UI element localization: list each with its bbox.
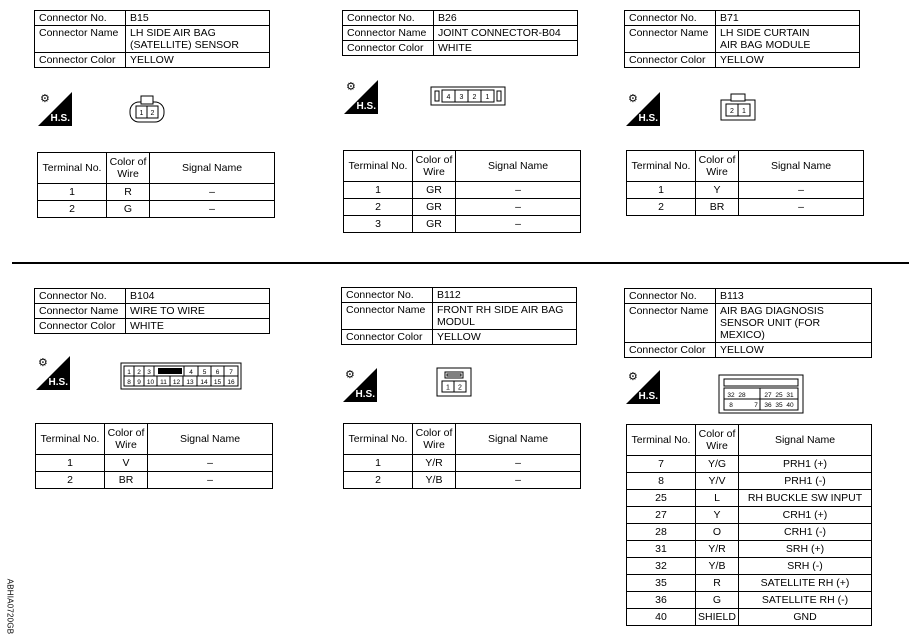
color-header: Color of Wire bbox=[696, 425, 739, 456]
connector-b71-info bbox=[624, 10, 860, 68]
pin-label: 5 bbox=[202, 369, 207, 376]
table-row: 3 GR – bbox=[344, 216, 581, 233]
pin-label: 1 bbox=[127, 369, 131, 376]
table-row: 1 Y – bbox=[627, 182, 864, 199]
connector-no-label: Connector No. bbox=[625, 289, 716, 304]
pin-label: 8 bbox=[729, 402, 733, 409]
terminal-table-b15 bbox=[37, 152, 275, 218]
table-row: 8 Y/V PRH1 (-) bbox=[627, 473, 872, 490]
signal-header: Signal Name bbox=[148, 424, 273, 455]
hs-label: H.S. bbox=[638, 113, 658, 124]
pin-label: 4 bbox=[446, 94, 451, 101]
pin-label: 7 bbox=[229, 369, 233, 376]
hs-icon bbox=[626, 92, 660, 126]
table-row: 1 V – bbox=[36, 455, 273, 472]
connector-name-label: Connector Name bbox=[625, 304, 716, 343]
hs-label: H.S. bbox=[50, 113, 70, 124]
connector-no-value: B113 bbox=[716, 289, 872, 304]
terminal-table-b71 bbox=[626, 150, 864, 216]
signal-header: Signal Name bbox=[739, 425, 872, 456]
connector-b15-info bbox=[34, 10, 270, 68]
table-row: 2 BR – bbox=[627, 199, 864, 216]
pin-label: 6 bbox=[215, 369, 220, 376]
hs-icon bbox=[38, 92, 72, 126]
connector-b26-face bbox=[430, 86, 506, 106]
hs-label: H.S. bbox=[355, 389, 375, 400]
hs-label: H.S. bbox=[48, 377, 68, 388]
table-row: 2 G – bbox=[38, 201, 275, 218]
connector-name-label: Connector Name bbox=[625, 26, 716, 53]
pin-label: 11 bbox=[160, 379, 167, 386]
connector-name-value: LH SIDE AIR BAG (SATELLITE) SENSOR bbox=[126, 26, 270, 53]
pin-label: 27 bbox=[764, 392, 772, 399]
terminal-no-header: Terminal No. bbox=[344, 424, 413, 455]
connector-no-label: Connector No. bbox=[35, 11, 126, 26]
pin-label: 2 bbox=[137, 369, 141, 376]
connector-b26-info bbox=[342, 10, 578, 56]
table-row: 25 L RH BUCKLE SW INPUT bbox=[627, 490, 872, 507]
gear-icon: ⚙ bbox=[628, 93, 638, 105]
table-row: 35 R SATELLITE RH (+) bbox=[627, 575, 872, 592]
gear-icon: ⚙ bbox=[38, 357, 48, 369]
table-row: 1 Y/R – bbox=[344, 455, 581, 472]
connector-no-label: Connector No. bbox=[342, 288, 433, 303]
connector-no-label: Connector No. bbox=[625, 11, 716, 26]
pin-label: 25 bbox=[775, 392, 783, 399]
table-row: 40 SHIELD GND bbox=[627, 609, 872, 626]
connector-color-label: Connector Color bbox=[625, 343, 716, 358]
table-row: 7 Y/G PRH1 (+) bbox=[627, 456, 872, 473]
connector-color-value: YELLOW bbox=[126, 53, 270, 68]
connector-b104-info bbox=[34, 288, 270, 334]
connector-no-value: B112 bbox=[433, 288, 577, 303]
connector-color-label: Connector Color bbox=[35, 319, 126, 334]
table-row: 2 GR – bbox=[344, 199, 581, 216]
table-row: 36 G SATELLITE RH (-) bbox=[627, 592, 872, 609]
connector-color-value: WHITE bbox=[126, 319, 270, 334]
pin-label: 1 bbox=[446, 384, 450, 392]
terminal-no-header: Terminal No. bbox=[344, 151, 413, 182]
pin-label: 35 bbox=[775, 402, 783, 409]
connector-b15-face bbox=[128, 94, 168, 126]
table-row: 32 Y/B SRH (-) bbox=[627, 558, 872, 575]
pin-label: 7 bbox=[754, 402, 758, 409]
connector-no-label: Connector No. bbox=[35, 289, 126, 304]
terminal-table-b104 bbox=[35, 423, 273, 489]
connector-no-value: B71 bbox=[716, 11, 860, 26]
pin-label: 36 bbox=[764, 402, 772, 409]
table-row: 1 GR – bbox=[344, 182, 581, 199]
pin-label: 28 bbox=[738, 392, 746, 399]
pin-label: 1 bbox=[485, 94, 490, 101]
section-divider bbox=[12, 262, 909, 264]
connector-name-label: Connector Name bbox=[35, 304, 126, 319]
connector-no-value: B26 bbox=[434, 11, 578, 26]
pin-label: 3 bbox=[147, 369, 151, 376]
pin-label: 2 bbox=[150, 110, 155, 117]
color-header: Color of Wire bbox=[413, 424, 456, 455]
terminal-no-header: Terminal No. bbox=[627, 151, 696, 182]
gear-icon: ⚙ bbox=[40, 93, 50, 105]
terminal-table-b112 bbox=[343, 423, 581, 489]
signal-header: Signal Name bbox=[150, 153, 275, 184]
connector-name-value: JOINT CONNECTOR-B04 bbox=[434, 26, 578, 41]
terminal-no-header: Terminal No. bbox=[38, 153, 107, 184]
color-header: Color of Wire bbox=[413, 151, 456, 182]
color-header: Color of Wire bbox=[107, 153, 150, 184]
connector-b113-face bbox=[718, 374, 804, 414]
table-row: 2 Y/B – bbox=[344, 472, 581, 489]
terminal-table-b26 bbox=[343, 150, 581, 233]
pin-label: 40 bbox=[786, 402, 794, 409]
pin-label: 13 bbox=[186, 379, 194, 386]
pin-label: 15 bbox=[213, 379, 222, 386]
pin-label: 16 bbox=[227, 379, 235, 386]
connector-no-value: B15 bbox=[126, 11, 270, 26]
pin-label: 12 bbox=[172, 379, 181, 386]
table-row: 31 Y/R SRH (+) bbox=[627, 541, 872, 558]
connector-color-label: Connector Color bbox=[35, 53, 126, 68]
connector-b113-info bbox=[624, 288, 872, 358]
connector-color-label: Connector Color bbox=[625, 53, 716, 68]
color-header: Color of Wire bbox=[696, 151, 739, 182]
connector-name-label: Connector Name bbox=[343, 26, 434, 41]
table-row: 2 BR – bbox=[36, 472, 273, 489]
connector-color-value: YELLOW bbox=[716, 343, 872, 358]
terminal-no-header: Terminal No. bbox=[627, 425, 696, 456]
terminal-table-b113 bbox=[626, 424, 872, 626]
pin-label: 9 bbox=[137, 379, 141, 386]
connector-b104-face bbox=[120, 362, 242, 390]
connector-name-value: AIR BAG DIAGNOSIS SENSOR UNIT (FOR MEXICO) bbox=[716, 304, 872, 343]
signal-header: Signal Name bbox=[739, 151, 864, 182]
connector-color-value: YELLOW bbox=[716, 53, 860, 68]
pin-label: 31 bbox=[786, 392, 794, 399]
connector-color-label: Connector Color bbox=[343, 41, 434, 56]
table-row: 28 O CRH1 (-) bbox=[627, 524, 872, 541]
color-header: Color of Wire bbox=[105, 424, 148, 455]
connector-name-value: WIRE TO WIRE bbox=[126, 304, 270, 319]
table-row: 1 R – bbox=[38, 184, 275, 201]
table-row: 27 Y CRH1 (+) bbox=[627, 507, 872, 524]
hs-icon bbox=[626, 370, 660, 404]
terminal-no-header: Terminal No. bbox=[36, 424, 105, 455]
hs-label: H.S. bbox=[356, 101, 376, 112]
pin-label: 32 bbox=[727, 392, 735, 399]
connector-color-value: YELLOW bbox=[433, 330, 577, 345]
signal-header: Signal Name bbox=[456, 424, 581, 455]
pin-label: 2 bbox=[458, 384, 462, 392]
hs-icon bbox=[343, 368, 377, 402]
pin-label: 2 bbox=[472, 94, 477, 101]
gear-icon: ⚙ bbox=[345, 369, 355, 381]
pin-label: 10 bbox=[146, 379, 155, 386]
pin-label: 3 bbox=[459, 94, 464, 101]
pin-label: 8 bbox=[127, 379, 131, 386]
pin-label: 14 bbox=[200, 379, 208, 386]
hs-label: H.S. bbox=[638, 391, 658, 402]
connector-no-label: Connector No. bbox=[343, 11, 434, 26]
gear-icon: ⚙ bbox=[628, 371, 638, 383]
connector-no-value: B104 bbox=[126, 289, 270, 304]
connector-b71-face bbox=[720, 92, 756, 122]
connector-name-value: LH SIDE CURTAIN AIR BAG MODULE bbox=[716, 26, 860, 53]
connector-name-label: Connector Name bbox=[342, 303, 433, 330]
gear-icon: ⚙ bbox=[346, 81, 356, 93]
signal-header: Signal Name bbox=[456, 151, 581, 182]
hs-icon bbox=[36, 356, 70, 390]
pin-label: 1 bbox=[139, 110, 144, 117]
pin-label: 1 bbox=[742, 108, 746, 115]
connector-b112-face bbox=[436, 367, 472, 397]
connector-name-value: FRONT RH SIDE AIR BAG MODUL bbox=[433, 303, 577, 330]
pin-label: 2 bbox=[730, 108, 734, 115]
pin-label: 4 bbox=[189, 369, 193, 376]
connector-b112-info bbox=[341, 287, 577, 345]
hs-icon bbox=[344, 80, 378, 114]
connector-name-label: Connector Name bbox=[35, 26, 126, 53]
connector-color-label: Connector Color bbox=[342, 330, 433, 345]
connector-color-value: WHITE bbox=[434, 41, 578, 56]
figure-id: ABHIA0720GB bbox=[5, 578, 15, 635]
